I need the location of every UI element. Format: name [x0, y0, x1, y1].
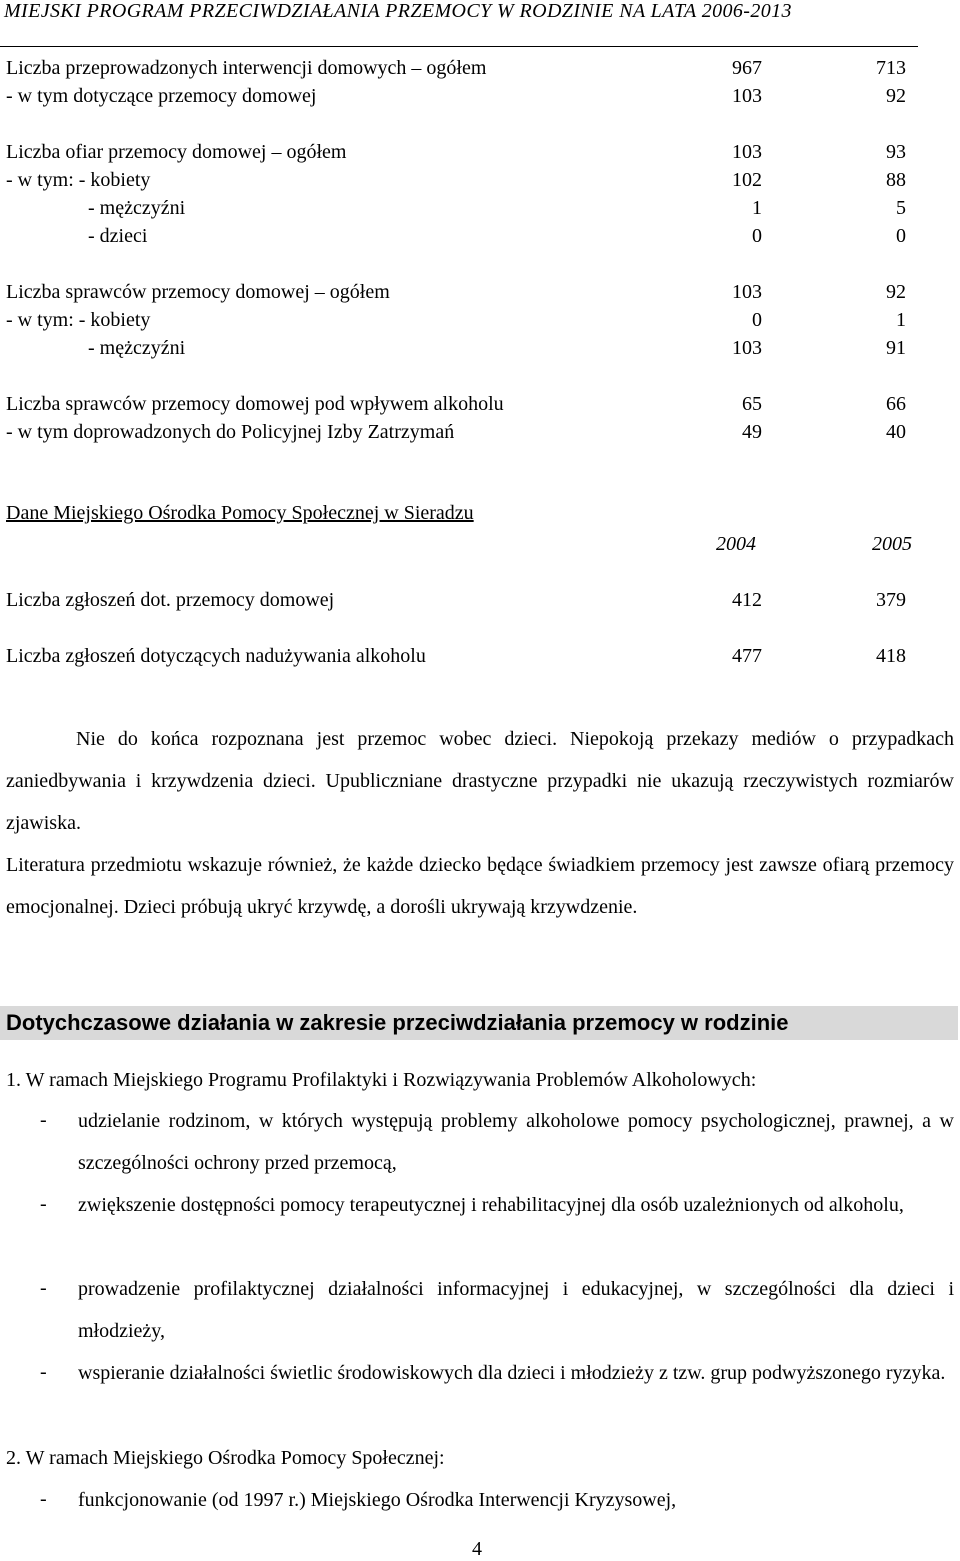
stat-label: Liczba sprawców przemocy domowej pod wpływem alkoholu	[6, 393, 504, 415]
stat-row	[6, 306, 906, 334]
stat-value-2004: 65	[742, 393, 762, 415]
stat-label: - dzieci	[88, 225, 148, 247]
mops-value-2004: 477	[732, 645, 762, 667]
mops-row	[6, 642, 906, 670]
mops-source-heading: Dane Miejskiego Ośrodka Pomocy Społecznej w Sieradzu	[6, 502, 474, 524]
mops-value-2005: 379	[876, 589, 906, 611]
stat-row	[6, 54, 906, 82]
stat-row	[6, 222, 906, 250]
stat-value-2004: 103	[732, 337, 762, 359]
running-header: MIEJSKI PROGRAM PRZECIWDZIAŁANIA PRZEMOCY W RODZINIE NA LATA 2006-2013	[4, 0, 792, 22]
stat-label: - w tym: - kobiety	[6, 169, 151, 191]
mops-label: Liczba zgłoszeń dotyczących nadużywania alkoholu	[6, 645, 426, 667]
mops-label: Liczba zgłoszeń dot. przemocy domowej	[6, 589, 335, 611]
stat-row	[6, 82, 906, 110]
header-rule	[0, 46, 918, 47]
stat-label: - mężczyźni	[88, 337, 186, 359]
year-2005: 2005	[872, 533, 912, 555]
stat-value-2005: 91	[886, 337, 906, 359]
stat-value-2004: 103	[732, 85, 762, 107]
stat-row	[6, 166, 906, 194]
stat-value-2005: 713	[876, 57, 906, 79]
list-heading-1: 1. W ramach Miejskiego Programu Profilaktyki i Rozwiązywania Problemów Alkoholowych:	[6, 1069, 757, 1091]
bullet-mark: -	[40, 1277, 47, 1299]
stat-label: Liczba sprawców przemocy domowej – ogółem	[6, 281, 390, 303]
stat-value-2004: 1	[752, 197, 762, 219]
stat-value-2004: 0	[752, 309, 762, 331]
stat-row	[6, 194, 906, 222]
stat-value-2005: 5	[896, 197, 906, 219]
list-item: udzielanie rodzinom, w których występują problemy alkoholowe pomocy psychologicznej, prawnej, a w szczególności ochrony przed przemocą,	[78, 1110, 954, 1174]
stat-row	[6, 334, 906, 362]
stat-row	[6, 138, 906, 166]
stat-label: Liczba przeprowadzonych interwencji domowych – ogółem	[6, 57, 487, 79]
paragraph-child-abuse: Nie do końca rozpoznana jest przemoc wobec dzieci. Niepokoją przekazy mediów o przypadkach zaniedbywania i krzywdzenia dzieci. Upubliczniane drastyczne przypadki nie ukazują rzeczywistych rozmiarów zjawiska.	[6, 728, 954, 834]
mops-row	[6, 586, 906, 614]
stat-value-2004: 102	[732, 169, 762, 191]
mops-value-2005: 418	[876, 645, 906, 667]
stat-row	[6, 418, 906, 446]
stat-value-2005: 92	[886, 281, 906, 303]
stat-row	[6, 278, 906, 306]
stat-label: - w tym dotyczące przemocy domowej	[6, 85, 317, 107]
list-item: zwiększenie dostępności pomocy terapeutycznej i rehabilitacyjnej dla osób uzależnionych od alkoholu,	[78, 1194, 904, 1216]
bullet-mark: -	[40, 1488, 47, 1510]
year-header-row	[6, 530, 912, 558]
stat-value-2004: 103	[732, 281, 762, 303]
list-item: prowadzenie profilaktycznej działalności informacyjnej i edukacyjnej, w szczególności dla dzieci i młodzieży,	[78, 1278, 954, 1342]
stat-label: - mężczyźni	[88, 197, 186, 219]
bullet-mark: -	[40, 1109, 47, 1131]
stat-value-2004: 103	[732, 141, 762, 163]
stat-row	[6, 390, 906, 418]
stat-value-2005: 88	[886, 169, 906, 191]
stat-value-2005: 66	[886, 393, 906, 415]
stat-value-2004: 49	[742, 421, 762, 443]
stat-label: - w tym: - kobiety	[6, 309, 151, 331]
stat-value-2004: 0	[752, 225, 762, 247]
section-heading: Dotychczasowe działania w zakresie przeciwdziałania przemocy w rodzinie	[6, 1010, 789, 1035]
stat-value-2005: 40	[886, 421, 906, 443]
list-heading-2: 2. W ramach Miejskiego Ośrodka Pomocy Społecznej:	[6, 1447, 445, 1469]
list-item: wspieranie działalności świetlic środowiskowych dla dzieci i młodzieży z tzw. grup podwyższonego ryzyka.	[78, 1362, 946, 1384]
mops-value-2004: 412	[732, 589, 762, 611]
stat-label: Liczba ofiar przemocy domowej – ogółem	[6, 141, 347, 163]
page-number: 4	[472, 1538, 482, 1560]
paragraph-witness: Literatura przedmiotu wskazuje również, że każde dziecko będące świadkiem przemocy jest zawsze ofiarą przemocy emocjonalnej. Dzieci próbują ukryć krzywdę, a dorośli ukrywają krzywdzenie.	[6, 854, 954, 918]
stat-value-2005: 1	[896, 309, 906, 331]
stat-value-2005: 0	[896, 225, 906, 247]
stat-value-2005: 92	[886, 85, 906, 107]
year-2004: 2004	[716, 533, 756, 555]
stat-value-2004: 967	[732, 57, 762, 79]
stat-value-2005: 93	[886, 141, 906, 163]
stat-label: - w tym doprowadzonych do Policyjnej Izby Zatrzymań	[6, 421, 455, 443]
bullet-mark: -	[40, 1361, 47, 1383]
list-item: funkcjonowanie (od 1997 r.) Miejskiego Ośrodka Interwencji Kryzysowej,	[78, 1489, 677, 1511]
bullet-mark: -	[40, 1193, 47, 1215]
